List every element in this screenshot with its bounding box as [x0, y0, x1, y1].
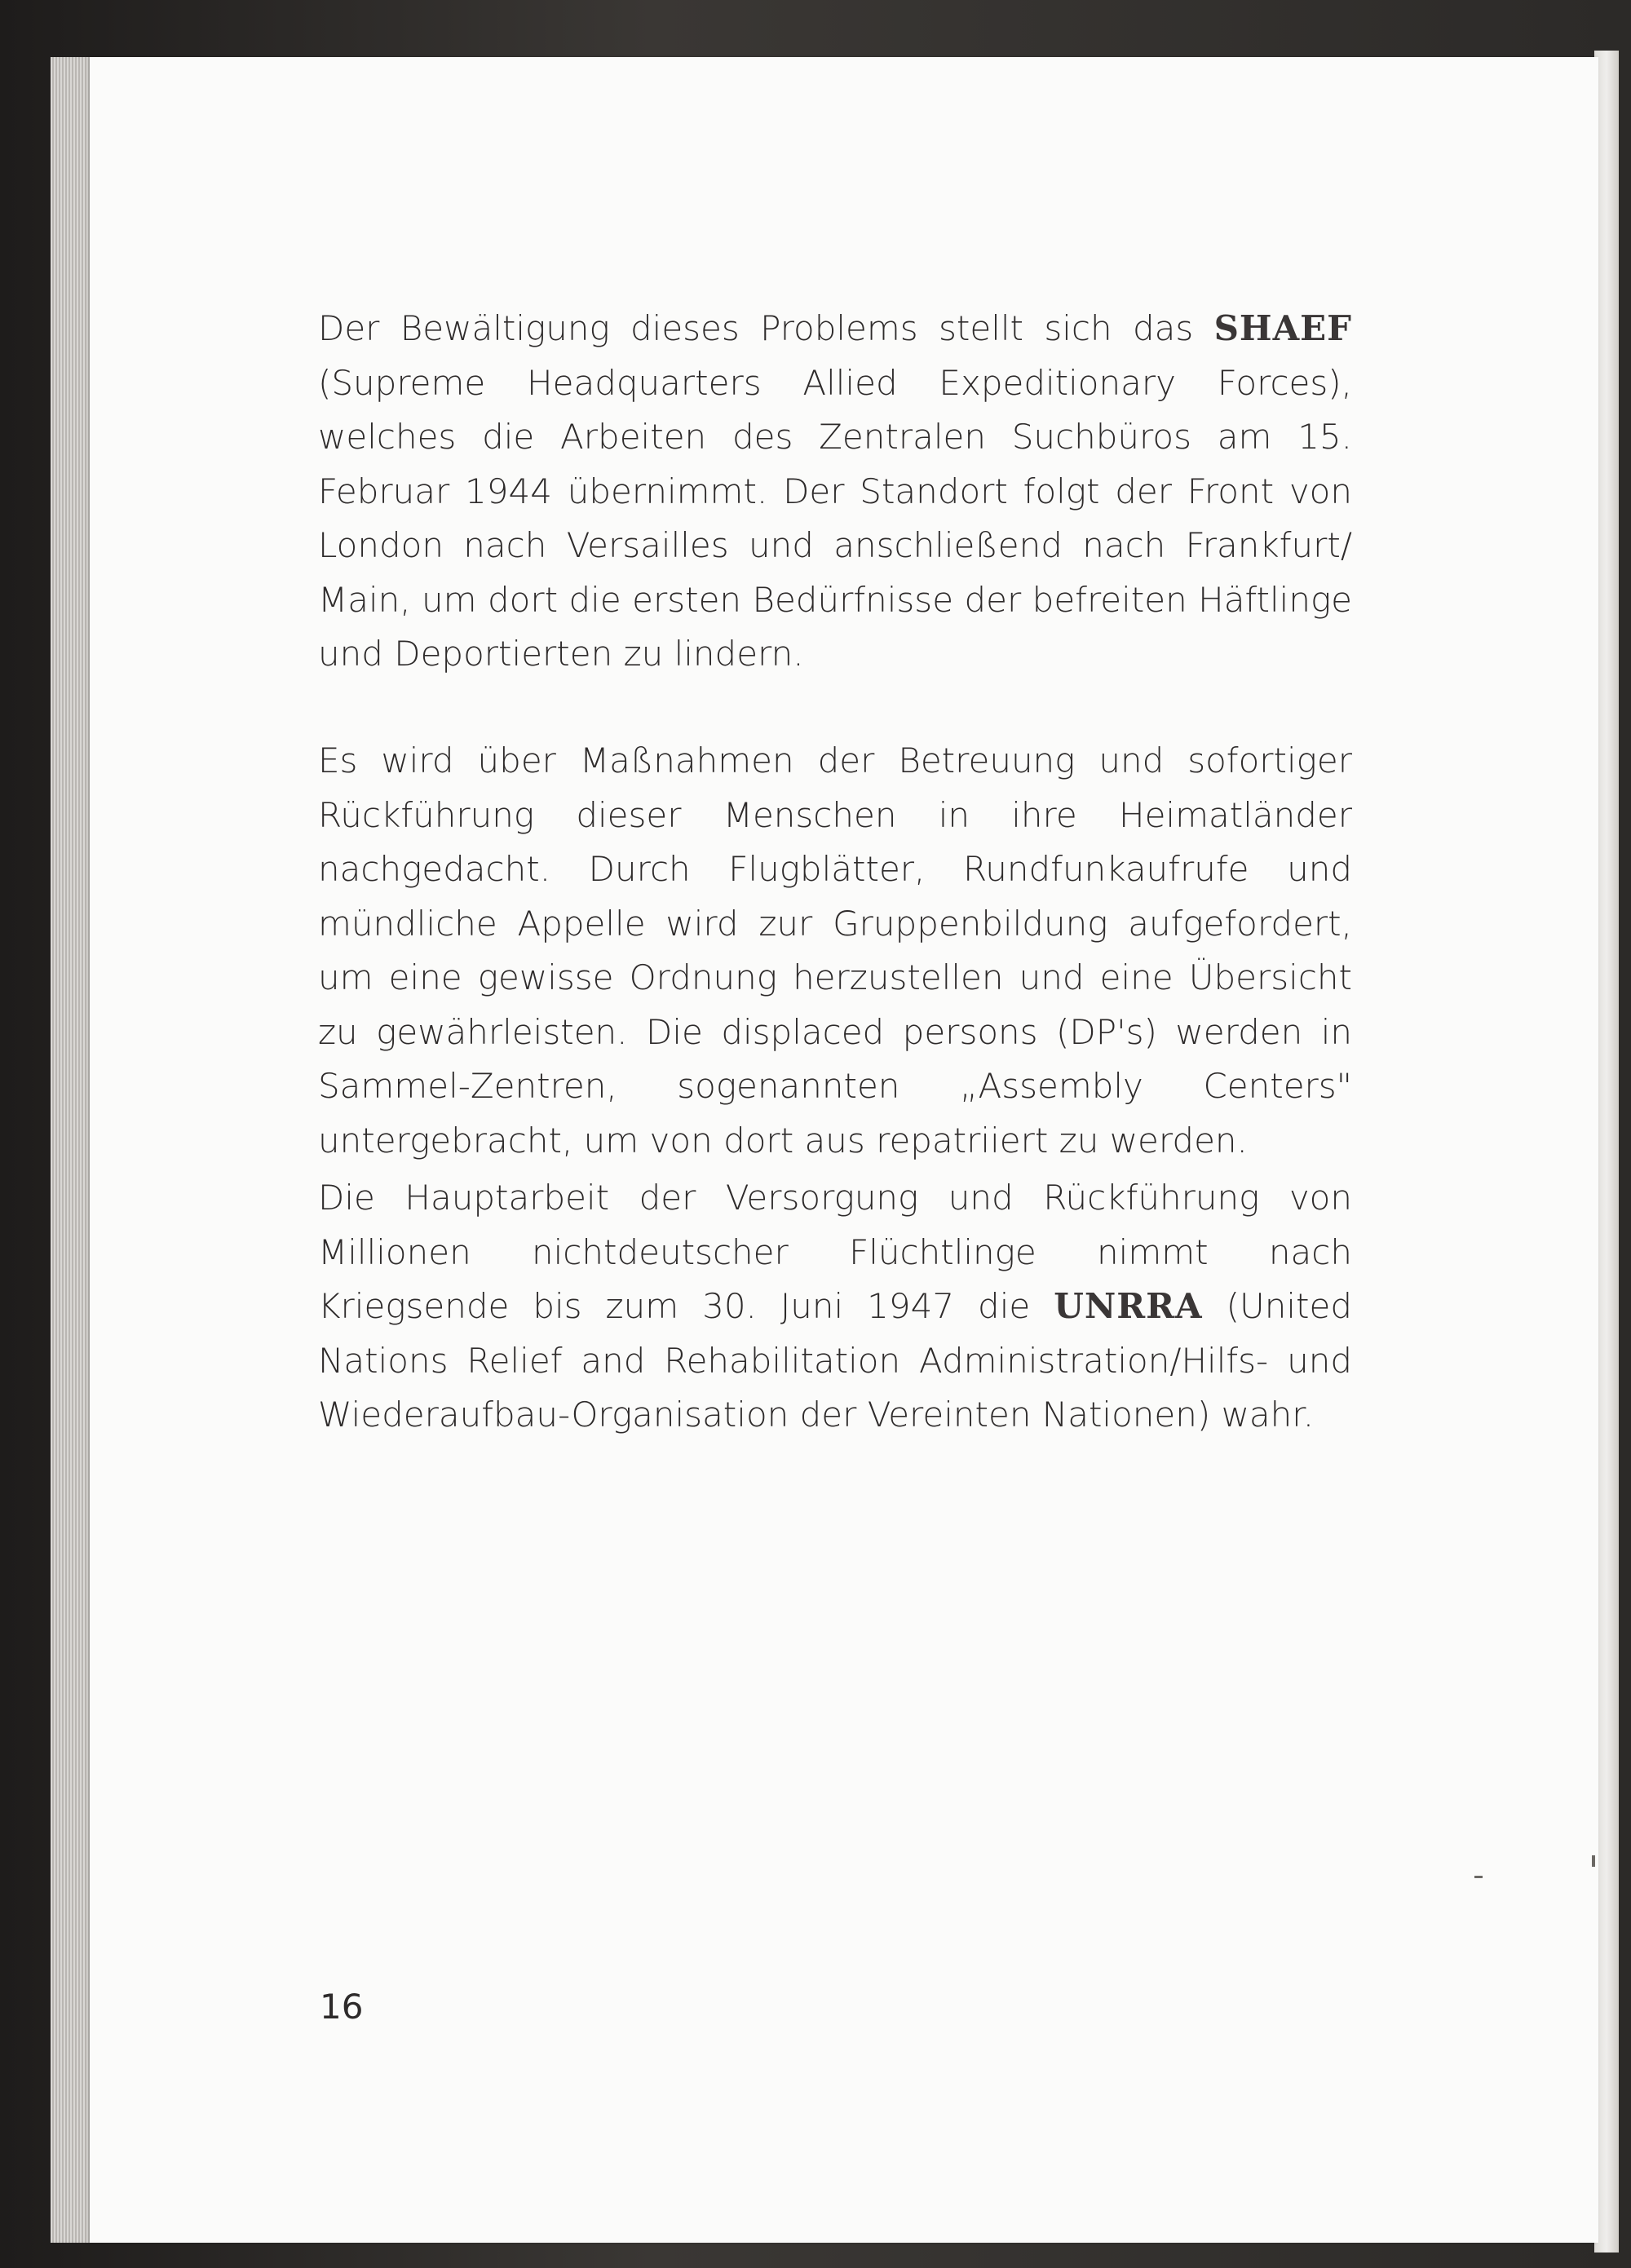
paragraph-2	[318, 734, 1352, 1168]
edge-mark-1	[1592, 1855, 1595, 1867]
paragraph-2-text: Es wird über Maßnahmen der Betreuung und sofortiger Rückführung dieser Menschen in ihre Heimatländer nachgedacht. Durch Flugblätter, Rundfunkaufrufe und mündliche Appelle wird zur Gruppenbildung aufgefordert, um eine gewisse Ordnung herzustellen und eine Übersicht zu gewährleisten. Die displaced persons (DP's) werden in Sammel-Zentren, sogenannten „Assembly Centers" untergebracht, um von dort aus repatriiert zu werden.	[318, 741, 1352, 1161]
paragraph-3-text-a: Die Hauptarbeit der Versorgung und Rückführung von Millionen nichtdeutscher Flüchtlinge nimmt nach Kriegsende bis zum 30. Juni 1947 die	[318, 1178, 1352, 1326]
paragraph-3-text-b: (United Nations Relief and Rehabilitation Administration/Hilfs- und Wiederaufbau-Organisation der Vereinten Nationen) wahr.	[318, 1286, 1353, 1435]
page-number: 16	[320, 1987, 364, 2027]
shaef-acronym: SHAEF	[1213, 308, 1352, 348]
paragraph-3	[318, 1171, 1352, 1443]
paragraph-1-text-a: Der Bewältigung dieses Problems stellt sich das	[318, 308, 1214, 348]
paragraph-1	[318, 302, 1352, 682]
unrra-acronym: UNRRA	[1054, 1286, 1203, 1326]
paragraph-1-text-b: (Supreme Headquarters Allied Expeditionary Forces), welches die Arbeiten des Zentralen Suchbüros am 15. Februar 1944 übernimmt. Der Standort folgt der Front von London nach Versailles und anschließend nach Frankfurt/ Main, um dort die ersten Bedürfnisse der befreiten Häftlinge und Deportierten zu lindern.	[318, 362, 1352, 674]
edge-mark-2	[1474, 1876, 1483, 1878]
